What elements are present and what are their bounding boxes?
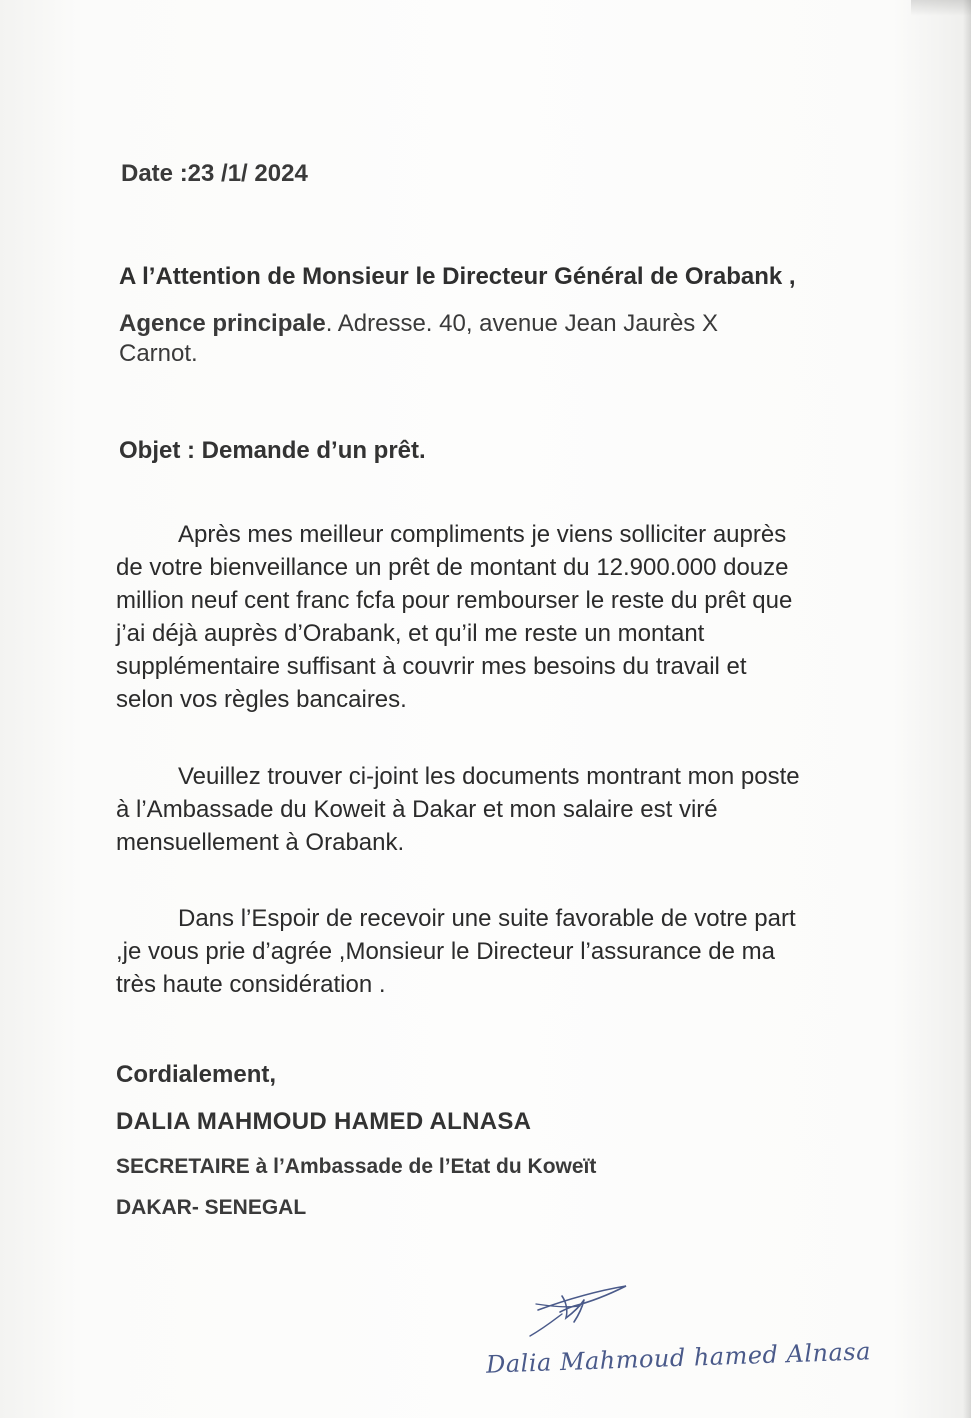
paragraph-line: mensuellement à Orabank. bbox=[116, 829, 405, 856]
agency-name: Agence principale bbox=[119, 310, 326, 337]
letter-date: Date :23 /1/ 2024 bbox=[121, 160, 308, 187]
signature-name: Dalia Mahmoud hamed Alnasa bbox=[485, 1337, 872, 1379]
recipient-attention: A l’Attention de Monsieur le Directeur Général de Orabank , bbox=[119, 263, 796, 290]
paragraph-line: Après mes meilleur compliments je viens solliciter auprès bbox=[178, 521, 787, 548]
paragraph-line: Dans l’Espoir de recevoir une suite favorable de votre part bbox=[178, 905, 796, 932]
paragraph-line: à l’Ambassade du Koweit à Dakar et mon salaire est viré bbox=[116, 796, 718, 823]
paragraph-line: j’ai déjà auprès d’Orabank, et qu’il me reste un montant bbox=[116, 620, 705, 647]
sender-title: SECRETAIRE à l’Ambassade de l’Etat du Koweït bbox=[116, 1155, 597, 1178]
handwritten-signature bbox=[470, 1270, 890, 1410]
paragraph-line: ,je vous prie d’agrée ,Monsieur le Directeur l’assurance de ma bbox=[116, 938, 775, 965]
sender-name: DALIA MAHMOUD HAMED ALNASA bbox=[116, 1108, 532, 1135]
agency-address: . Adresse. 40, avenue Jean Jaurès X bbox=[325, 310, 718, 337]
corner-shadow bbox=[911, 0, 971, 16]
paragraph-closing-formula bbox=[116, 902, 906, 1001]
paragraph-line: million neuf cent franc fcfa pour rembourser le reste du prêt que bbox=[116, 587, 793, 614]
recipient-address bbox=[119, 309, 839, 369]
paragraph-line: Veuillez trouver ci-joint les documents montrant mon poste bbox=[178, 763, 800, 790]
paragraph-line: supplémentaire suffisant à couvrir mes besoins du travail et bbox=[116, 653, 747, 680]
agency-address-line2: Carnot. bbox=[119, 340, 198, 367]
paragraph-line: selon vos règles bancaires. bbox=[116, 686, 407, 713]
paragraph-request bbox=[116, 518, 906, 716]
signature-scribble bbox=[470, 1270, 650, 1340]
closing-salutation: Cordialement, bbox=[116, 1061, 277, 1088]
paragraph-line: de votre bienveillance un prêt de montant du 12.900.000 douze bbox=[116, 554, 789, 581]
paragraph-attachments bbox=[116, 760, 906, 859]
paragraph-line: très haute considération . bbox=[116, 971, 386, 998]
page-edge-shadow bbox=[963, 0, 971, 1418]
sender-city: DAKAR- SENEGAL bbox=[116, 1196, 307, 1219]
letter-subject: Objet : Demande d’un prêt. bbox=[119, 437, 426, 464]
